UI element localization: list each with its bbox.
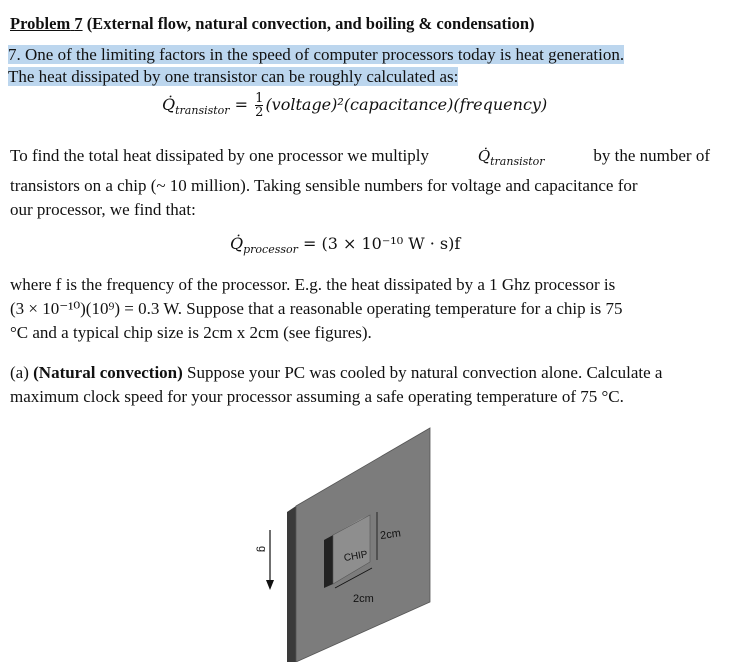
title-topic: (External flow, natural convection, and boiling & condensation)	[86, 14, 535, 33]
para1-line-1b: by the number of	[593, 146, 710, 165]
part-a-heading: (Natural convection)	[33, 363, 183, 382]
intro-line-1-text: 7. One of the limiting factors in the speed of computer processors today is heat generation.	[8, 45, 625, 64]
para1-line-2: transistors on a chip (~ 10 million). Taking sensible numbers for voltage and capacitance for	[10, 176, 638, 195]
part-a-line-1	[10, 361, 710, 385]
eq1-fraction	[255, 92, 263, 119]
para1-q-transistor	[478, 144, 545, 174]
part-a-text-1: Suppose your PC was cooled by natural convection alone. Calculate a	[187, 363, 663, 382]
para1-q-sub: transistor	[490, 155, 545, 168]
eq2-rhs: = (3 × 10⁻¹⁰ W · s)f	[302, 234, 461, 253]
eq2-lhs-sub: processor	[243, 243, 298, 256]
paragraph-1	[10, 144, 710, 222]
para1-line-1	[10, 144, 710, 174]
title-number: 7	[74, 14, 83, 33]
part-a-label: (a)	[10, 363, 29, 382]
part-a-text-2: maximum clock speed for your processor assuming a safe operating temperature of 75 °C.	[10, 387, 624, 406]
eq1-frac-den: 2	[255, 105, 264, 120]
eq1-rhs: (voltage)²(capacitance)(frequency)	[265, 95, 548, 114]
eq1-frac-num: 1	[255, 91, 264, 106]
intro-line-2-text: The heat dissipated by one transistor can be roughly calculated as:	[8, 67, 459, 86]
para2-line-1: where f is the frequency of the processor. E.g. the heat dissipated by a 1 Ghz processor is	[10, 275, 616, 294]
para1-q: Q̇	[477, 147, 491, 165]
intro-line-1	[8, 44, 624, 66]
eq1-lhs: Q̇	[162, 95, 176, 114]
board-side-face	[287, 506, 296, 662]
para2-line-2: (3 × 10⁻¹⁰)(10⁹) = 0.3 W. Suppose that a reasonable operating temperature for a chip is 75	[10, 299, 623, 318]
eq2-lhs: Q̇	[230, 234, 244, 253]
gravity-arrow-head	[266, 580, 274, 590]
chip-label: CHIP	[343, 549, 369, 565]
height-label: 2cm	[379, 527, 402, 543]
equation-processor	[230, 234, 460, 256]
intro-line-2	[8, 66, 458, 88]
para2-line-3: °C and a typical chip size is 2cm x 2cm (see figures).	[10, 323, 372, 342]
title-prefix: Problem	[10, 14, 71, 33]
part-a	[10, 361, 710, 409]
paragraph-2	[10, 273, 710, 345]
para1-line-3: our processor, we find that:	[10, 200, 196, 219]
eq1-lhs-sub: transistor	[175, 104, 230, 117]
chip-side-face	[324, 535, 333, 588]
para1-line-1a: To find the total heat dissipated by one processor we multiply	[10, 146, 429, 165]
gravity-label: g	[256, 546, 268, 553]
equation-transistor	[162, 92, 547, 119]
eq1-equals: =	[234, 95, 249, 114]
width-label: 2cm	[353, 593, 374, 605]
chip-figure	[240, 422, 470, 662]
problem-title	[10, 12, 535, 36]
